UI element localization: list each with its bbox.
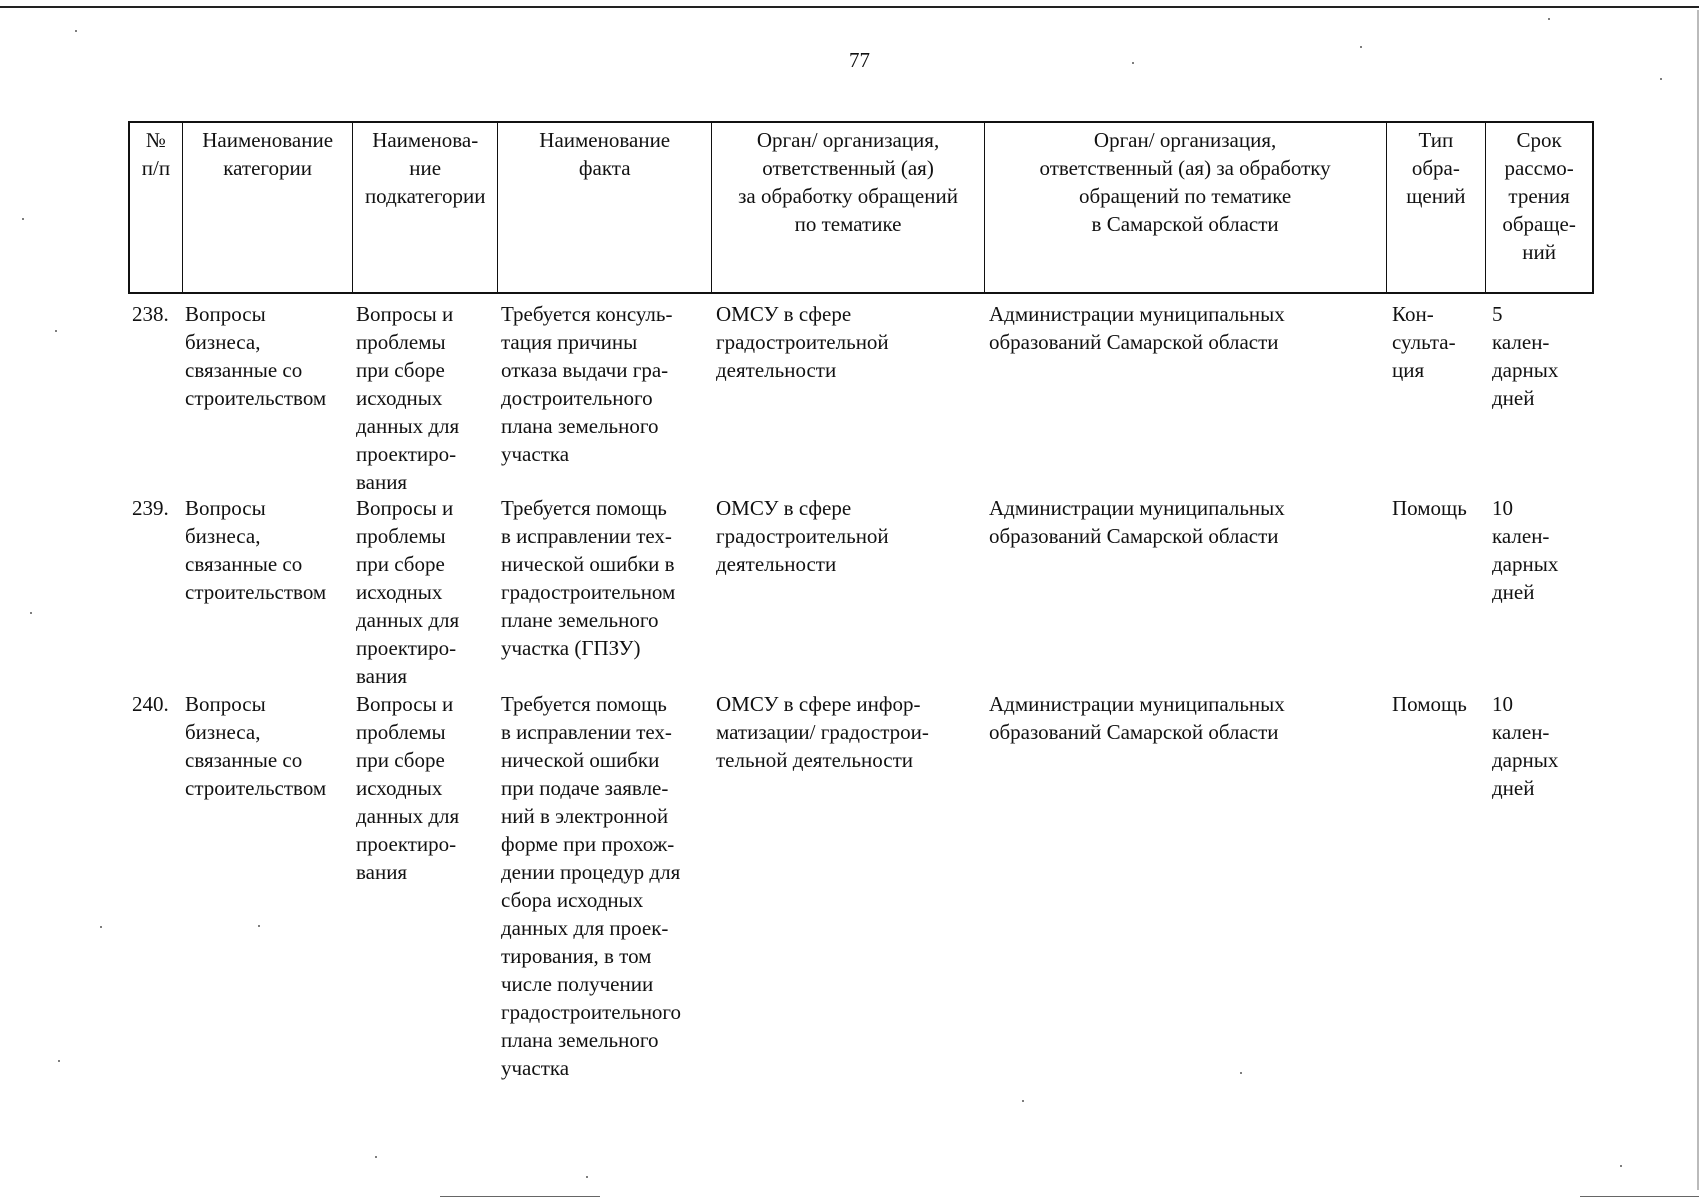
row-appeal-type: Помощь — [1392, 692, 1467, 716]
header-number: № п/п — [141, 128, 171, 180]
table-header-row — [128, 121, 1594, 294]
header-category: Наименование категории — [182, 123, 353, 292]
row-responsible-organ-region: Администрации муниципальных образований Самарской области — [989, 496, 1285, 548]
row-number: 239. — [132, 496, 169, 520]
row-appeal-type: Помощь — [1392, 496, 1467, 520]
table-row — [128, 488, 1594, 688]
row-responsible-organ: ОМСУ в сфере градостроительной деятельности — [716, 496, 889, 576]
row-fact: Требуется консуль- тация причины отказа выдачи гра- достроительного плана земельного участка — [501, 302, 673, 466]
row-category: Вопросы бизнеса, связанные со строительством — [185, 692, 327, 800]
header-review-term: Срок рассмо- трения обраще- ний — [1485, 123, 1592, 292]
row-review-term: 10 кален- дарных дней — [1492, 496, 1559, 604]
scan-speck — [1548, 18, 1550, 20]
scan-edge-line — [0, 6, 1699, 8]
scan-bottom-mark — [440, 1196, 600, 1197]
scan-bottom-mark — [1580, 1196, 1699, 1197]
row-responsible-organ: ОМСУ в сфере градостроительной деятельности — [716, 302, 889, 382]
row-subcategory: Вопросы и проблемы при сборе исходных данных для проектиро- вания — [356, 302, 460, 494]
row-number: 238. — [132, 302, 169, 326]
scan-speck — [258, 925, 260, 927]
header-responsible-organ-region: Орган/ организация, ответственный (ая) за обработку обращений по тематике в Самарской области — [984, 123, 1386, 292]
scan-speck — [58, 1060, 60, 1062]
row-responsible-organ-region: Администрации муниципальных образований Самарской области — [989, 302, 1285, 354]
row-category: Вопросы бизнеса, связанные со строительством — [185, 302, 327, 410]
row-subcategory: Вопросы и проблемы при сборе исходных данных для проектиро- вания — [356, 692, 460, 884]
header-appeal-type: Тип обра- щений — [1386, 123, 1486, 292]
scan-speck — [55, 330, 57, 332]
scan-speck — [1240, 1072, 1242, 1074]
table-row — [128, 684, 1594, 1084]
row-number: 240. — [132, 692, 169, 716]
scan-speck — [1132, 62, 1134, 64]
scan-speck — [1022, 1100, 1024, 1102]
header-responsible-organ: Орган/ организация, ответственный (ая) за обработку обращений по тематике — [711, 123, 983, 292]
header-fact: Наименование факта — [497, 123, 711, 292]
scan-speck — [30, 612, 32, 614]
row-fact: Требуется помощь в исправлении тех- нической ошибки в градостроительном плане земельного участка (ГПЗУ) — [501, 496, 676, 660]
scan-speck — [1660, 78, 1662, 80]
appeals-table — [128, 121, 1594, 1084]
row-review-term: 5 кален- дарных дней — [1492, 302, 1559, 410]
scan-speck — [586, 1176, 588, 1178]
scan-speck — [100, 926, 102, 928]
row-subcategory: Вопросы и проблемы при сборе исходных данных для проектиро- вания — [356, 496, 460, 688]
scan-speck — [75, 30, 77, 32]
scan-speck — [375, 1156, 377, 1158]
row-responsible-organ-region: Администрации муниципальных образований Самарской области — [989, 692, 1285, 744]
row-responsible-organ: ОМСУ в сфере инфор- матизации/ градострои- тельной деятельности — [716, 692, 929, 772]
scan-speck — [1360, 46, 1362, 48]
scan-speck — [22, 218, 24, 220]
table-row — [128, 294, 1594, 494]
row-category: Вопросы бизнеса, связанные со строительством — [185, 496, 327, 604]
row-appeal-type: Кон- сульта- ция — [1392, 302, 1456, 382]
row-review-term: 10 кален- дарных дней — [1492, 692, 1559, 800]
row-fact: Требуется помощь в исправлении тех- нической ошибки при подаче заявле- ний в электронной форме при прохож- дении процедур для сбора исходных данных для проек- тирования, в том числе получении градостроительного плана земельного участка — [501, 692, 682, 1080]
scan-speck — [1620, 1165, 1622, 1167]
header-subcategory: Наименова- ние подкатегории — [352, 123, 497, 292]
page-number: 77 — [849, 48, 870, 72]
